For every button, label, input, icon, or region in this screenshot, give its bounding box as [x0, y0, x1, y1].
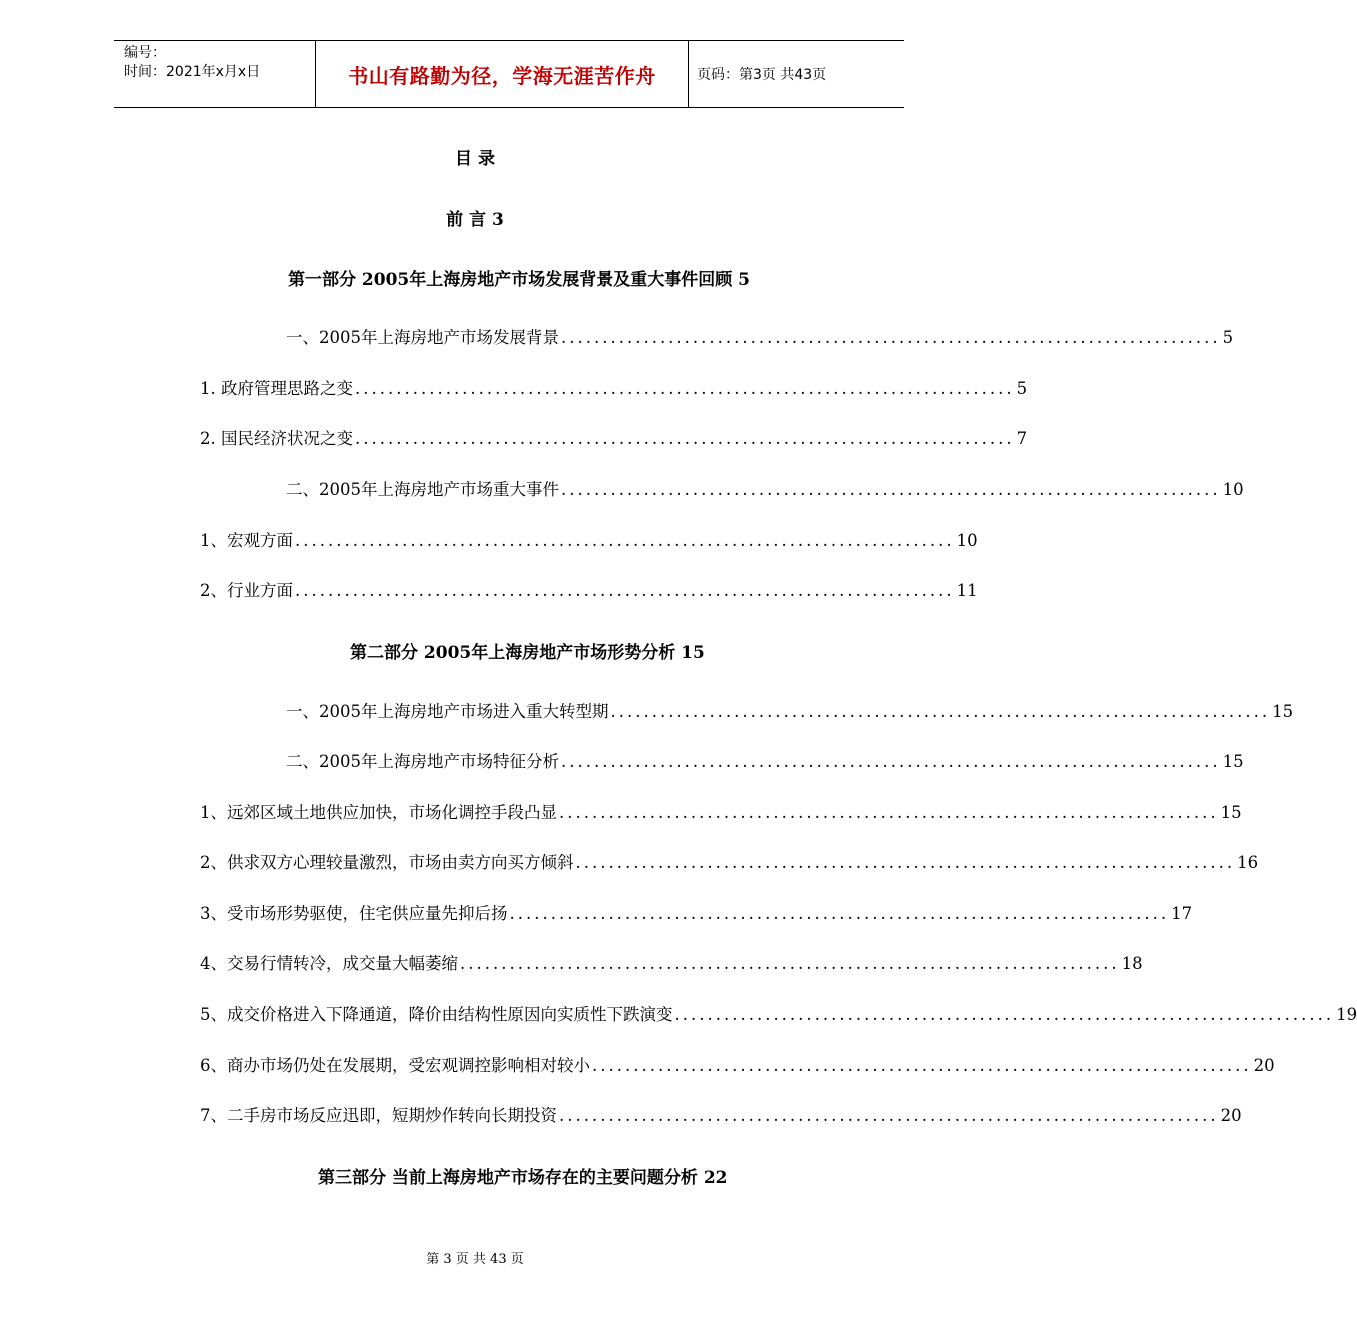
toc-part-3[interactable]: 第三部分 当前上海房地产市场存在的主要问题分析 22 [318, 1168, 728, 1188]
toc-entry[interactable] [286, 324, 1234, 348]
toc-leader: ................................................................................ [674, 1005, 1335, 1024]
toc-entry-text: 4、交易行情转冷，成交量大幅萎缩 [200, 954, 458, 973]
toc-entry-text: 2、供求双方心理较量激烈，市场由卖方向买方倾斜 [200, 853, 574, 872]
toc-entry[interactable] [200, 849, 1259, 873]
toc-entry[interactable] [200, 900, 1193, 924]
toc-part-1[interactable]: 第一部分 2005年上海房地产市场发展背景及重大事件回顾 5 [288, 270, 750, 290]
toc-entry[interactable] [200, 527, 978, 551]
toc-entry-page: 20 [1253, 1056, 1275, 1075]
toc-preface[interactable]: 前 言 3 [446, 210, 504, 230]
toc-entry[interactable] [200, 375, 1028, 399]
toc-entry-page: 10 [956, 531, 978, 550]
toc-leader: ................................................................................ [355, 379, 1015, 398]
header-page-info: 页码：第3页 共43页 [697, 67, 827, 83]
toc-entry[interactable] [200, 950, 1143, 974]
toc-entry-text: 2、行业方面 [200, 581, 293, 600]
toc-entry-text: 1、远郊区域土地供应加快，市场化调控手段凸显 [200, 803, 557, 822]
toc-entry[interactable] [200, 425, 1028, 449]
toc-entry[interactable] [286, 698, 1294, 722]
toc-entry-text: 3、受市场形势驱使，住宅供应量先抑后扬 [200, 904, 508, 923]
toc-entry-text: 2. 国民经济状况之变 [200, 429, 353, 448]
toc-entry-page: 11 [956, 581, 978, 600]
toc-leader: ................................................................................ [610, 702, 1271, 721]
toc-entry-page: 15 [1222, 752, 1244, 771]
toc-leader: ................................................................................ [355, 429, 1015, 448]
toc-title: 目 录 [455, 149, 495, 169]
toc-entry-page: 15 [1220, 803, 1242, 822]
toc-entry-text: 1. 政府管理思路之变 [200, 379, 353, 398]
toc-leader: ................................................................................ [559, 803, 1219, 822]
toc-entry-page: 18 [1121, 954, 1143, 973]
number-label: 编号： [124, 45, 166, 61]
toc-entry-text: 一、2005年上海房地产市场进入重大转型期 [286, 702, 609, 721]
toc-leader: ................................................................................ [509, 904, 1170, 923]
toc-leader: ................................................................................ [295, 581, 955, 600]
toc-entry[interactable] [200, 577, 978, 601]
toc-entry[interactable] [286, 748, 1244, 772]
toc-leader: ................................................................................ [460, 954, 1120, 973]
toc-entry-page: 5 [1222, 328, 1234, 347]
toc-entry-page: 19 [1336, 1005, 1357, 1024]
toc-entry-page: 17 [1171, 904, 1193, 923]
header-meta [114, 41, 316, 107]
toc-entry-page: 7 [1016, 429, 1028, 448]
toc-leader: ................................................................................ [559, 1106, 1219, 1125]
toc-entry-text: 5、成交价格进入下降通道，降价由结构性原因向实质性下跌演变 [200, 1005, 673, 1024]
page-footer: 第 3 页 共 43 页 [426, 1252, 524, 1267]
toc-entry[interactable] [286, 476, 1244, 500]
toc-leader: ................................................................................ [561, 480, 1221, 499]
page-header [114, 40, 904, 108]
toc-entry-page: 16 [1237, 853, 1259, 872]
toc-part-2[interactable]: 第二部分 2005年上海房地产市场形势分析 15 [350, 643, 705, 663]
toc-entry-text: 7、二手房市场反应迅即，短期炒作转向长期投资 [200, 1106, 557, 1125]
toc-entry-page: 10 [1222, 480, 1244, 499]
toc-entry[interactable] [200, 1001, 1357, 1025]
toc-leader: ................................................................................ [295, 531, 955, 550]
toc-entry-text: 一、2005年上海房地产市场发展背景 [286, 328, 559, 347]
toc-entry-text: 二、2005年上海房地产市场特征分析 [286, 752, 559, 771]
toc-leader: ................................................................................ [561, 328, 1221, 347]
toc-entry-page: 5 [1016, 379, 1028, 398]
toc-leader: ................................................................................ [561, 752, 1221, 771]
toc-entry[interactable] [200, 1052, 1275, 1076]
header-motto: 书山有路勤为径，学海无涯苦作舟 [316, 41, 689, 107]
toc-leader: ................................................................................ [575, 853, 1236, 872]
toc-entry-page: 20 [1220, 1106, 1242, 1125]
toc-entry-page: 15 [1272, 702, 1294, 721]
toc-leader: ................................................................................ [592, 1056, 1252, 1075]
toc-entry-text: 6、商办市场仍处在发展期，受宏观调控影响相对较小 [200, 1056, 590, 1075]
toc-entry[interactable] [200, 799, 1242, 823]
toc-entry-text: 二、2005年上海房地产市场重大事件 [286, 480, 559, 499]
toc-entry-text: 1、宏观方面 [200, 531, 293, 550]
toc-entry[interactable] [200, 1102, 1242, 1126]
time-label: 时间：2021年x月x日 [124, 64, 261, 80]
